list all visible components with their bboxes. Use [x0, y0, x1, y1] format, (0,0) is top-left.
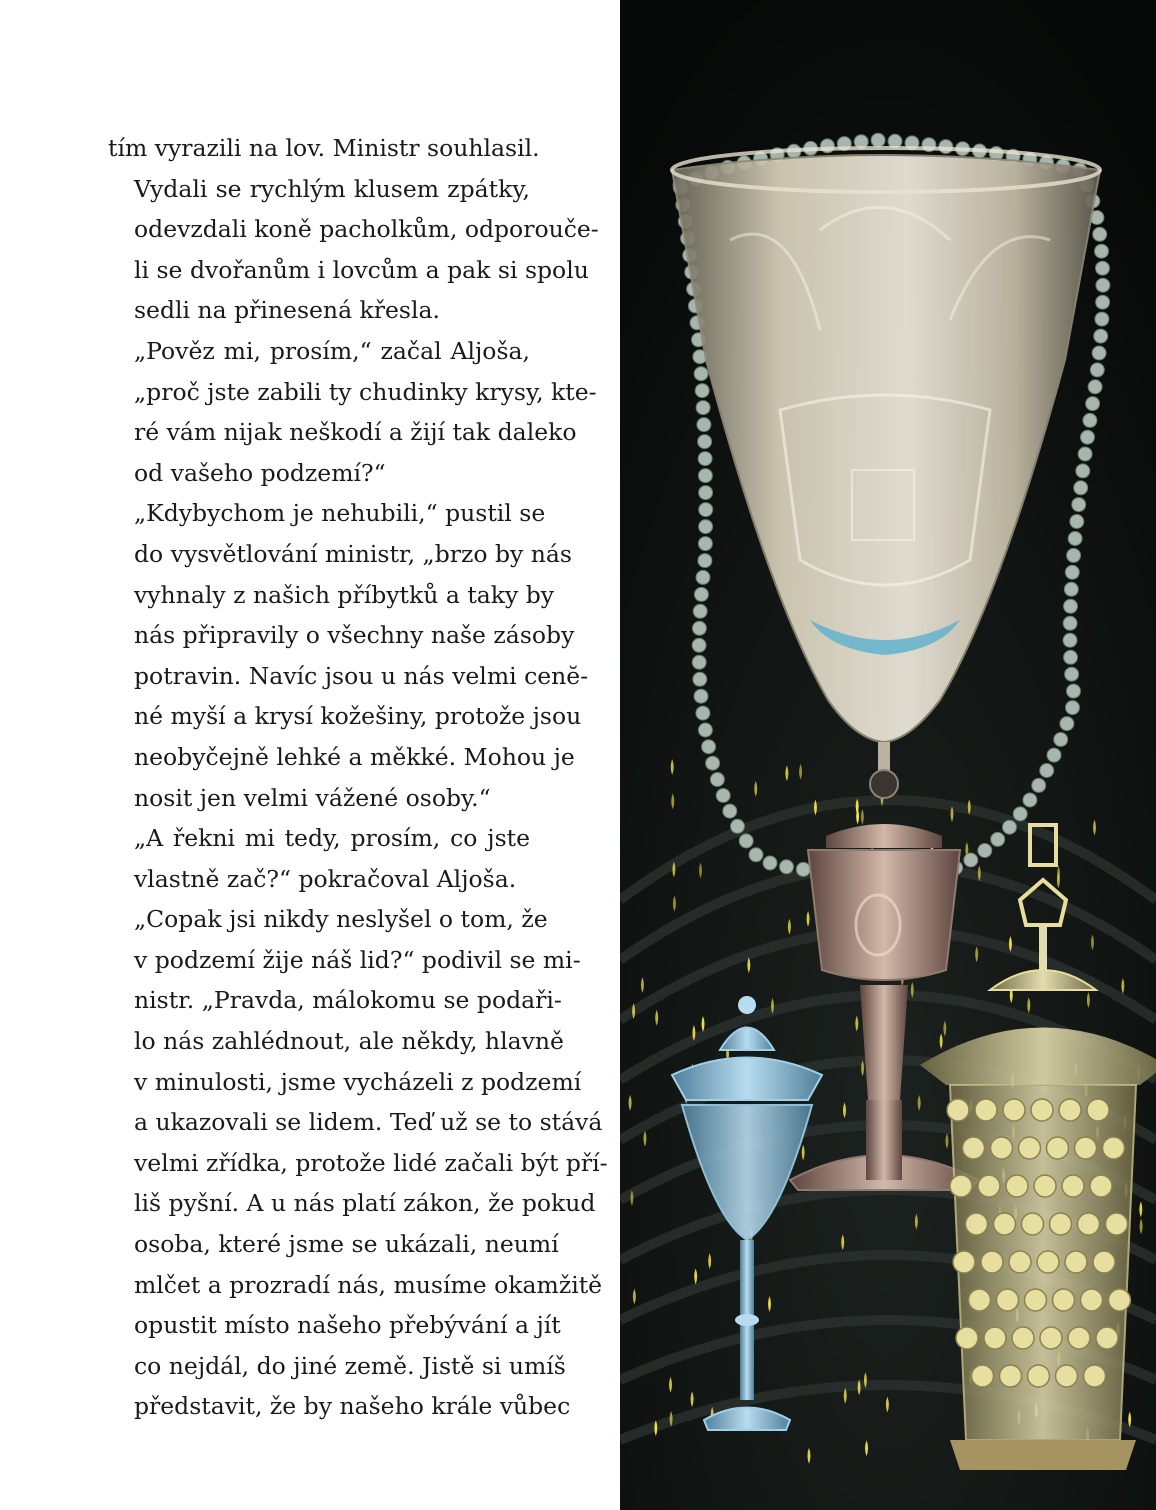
bead: [1094, 329, 1108, 343]
bead: [1064, 582, 1078, 596]
bead: [1064, 599, 1078, 613]
bead: [710, 773, 724, 787]
prunt: [963, 1137, 985, 1159]
bead: [696, 401, 710, 415]
bead: [1096, 295, 1110, 309]
prunt: [1040, 1327, 1062, 1349]
bead: [749, 848, 763, 862]
bead: [1090, 363, 1104, 377]
paragraph: [108, 818, 530, 899]
bead: [694, 587, 708, 601]
bead: [1096, 278, 1110, 292]
prunt: [1009, 1251, 1031, 1273]
prunt: [1022, 1213, 1044, 1235]
prunt: [1056, 1365, 1078, 1387]
text-line: ré vám nijak neškodí a žijí tak daleko: [134, 418, 577, 447]
bead: [1095, 244, 1109, 258]
text-line: nás připravily o všechny naše zásoby: [134, 621, 575, 650]
prunt: [1050, 1213, 1072, 1235]
bead: [1032, 778, 1046, 792]
prunt: [1037, 1251, 1059, 1273]
bead: [694, 689, 708, 703]
bead: [693, 672, 707, 686]
text-line: velmi zřídka, protože lidé začali být pří-: [134, 1148, 608, 1177]
bead: [1068, 532, 1082, 546]
bead: [1013, 807, 1027, 821]
prunt: [950, 1175, 972, 1197]
text-line: tím vyrazili na lov. Ministr souhlasil.: [108, 134, 540, 162]
prunt: [975, 1099, 997, 1121]
bead: [692, 638, 706, 652]
text-line: opustit místo našeho přebývání a jít: [134, 1311, 561, 1340]
prunt: [1019, 1137, 1041, 1159]
prunt: [1012, 1327, 1034, 1349]
bead: [1066, 701, 1080, 715]
bead: [978, 844, 992, 858]
bead: [1047, 748, 1061, 762]
bead: [695, 384, 709, 398]
bead: [1067, 548, 1081, 562]
bead: [1086, 397, 1100, 411]
bead: [731, 819, 745, 833]
bead: [1040, 764, 1054, 778]
bead: [1070, 515, 1084, 529]
text-line: mlčet a prozradí nás, musíme okamžitě: [134, 1270, 603, 1299]
bead: [706, 756, 720, 770]
prunt: [1106, 1213, 1128, 1235]
text-line: odevzdali koně pacholkům, odporouče-: [134, 215, 599, 244]
text-column: [108, 128, 608, 1427]
bead: [1095, 312, 1109, 326]
paragraph: [108, 331, 597, 493]
prunt: [1075, 1137, 1097, 1159]
bead: [693, 604, 707, 618]
bead: [702, 740, 716, 754]
paragraph: [108, 169, 599, 331]
bead: [1065, 565, 1079, 579]
text-line: lo nás zahlédnout, ale někdy, hlavně: [134, 1027, 564, 1056]
bead: [1003, 820, 1017, 834]
bead: [1063, 633, 1077, 647]
prunt: [1087, 1099, 1109, 1121]
prunt: [1006, 1175, 1028, 1197]
bead: [1088, 380, 1102, 394]
prunt: [981, 1251, 1003, 1273]
prunt: [1078, 1213, 1100, 1235]
paragraph: [108, 899, 608, 1427]
text-line: „A řekni mi tedy, prosím, co jste: [134, 824, 530, 853]
bead: [1065, 667, 1079, 681]
prunt: [1065, 1251, 1087, 1273]
bead: [1072, 498, 1086, 512]
text-line: „proč jste zabili ty chudinky krysy, kte-: [134, 377, 597, 406]
prunt: [1047, 1137, 1069, 1159]
prunt: [966, 1213, 988, 1235]
text-line: li se dvořanům i lovcům a pak si spolu: [134, 255, 589, 284]
prunt: [1093, 1251, 1115, 1273]
prunt: [1003, 1099, 1025, 1121]
text-line: vyhnaly z našich příbytků a taky by: [134, 580, 555, 609]
bead: [694, 367, 708, 381]
text-line: představit, že by našeho krále vůbec: [134, 1392, 571, 1421]
glassware-illustration: [620, 0, 1156, 1510]
text-line: „Pověz mi, prosím,“ začal Aljoša,: [134, 336, 530, 365]
bead: [698, 723, 712, 737]
text-line: sedli na přinesená křesla.: [134, 296, 440, 325]
prunt: [1103, 1137, 1125, 1159]
prunt: [1062, 1175, 1084, 1197]
prunt: [953, 1251, 975, 1273]
bead: [1092, 346, 1106, 360]
text-line: „Kdybychom je nehubili,“ pustil se: [134, 499, 546, 528]
text-line: Vydali se rychlým klusem zpátky,: [134, 174, 530, 203]
bead: [698, 435, 712, 449]
bead: [780, 860, 794, 874]
text-line: né myší a krysí kožešiny, protože jsou: [134, 702, 582, 731]
prunt: [1000, 1365, 1022, 1387]
bead: [699, 520, 713, 534]
bead: [1063, 616, 1077, 630]
text-line: a ukazovali se lidem. Teď už se to stává: [134, 1108, 603, 1137]
prunt: [997, 1289, 1019, 1311]
bead: [692, 621, 706, 635]
prunt: [991, 1137, 1013, 1159]
text-line: neobyčejně lehké a měkké. Mohou je: [134, 742, 575, 771]
bead: [1078, 447, 1092, 461]
bead: [696, 570, 710, 584]
prunt: [1096, 1327, 1118, 1349]
bead: [739, 834, 753, 848]
text-line: nistr. „Pravda, málokomu se podaři-: [134, 986, 562, 1015]
bead: [699, 486, 713, 500]
prunt: [956, 1327, 978, 1349]
prunt: [1090, 1175, 1112, 1197]
illustration-svg: [620, 0, 1156, 1510]
prunt: [1031, 1099, 1053, 1121]
bead: [964, 853, 978, 867]
text-line: co nejdál, do jiné země. Jistě si umíš: [134, 1351, 566, 1380]
prunt: [1053, 1289, 1075, 1311]
bead: [871, 133, 885, 147]
bead: [698, 537, 712, 551]
bead: [1081, 430, 1095, 444]
bead: [939, 140, 953, 154]
bead: [1060, 717, 1074, 731]
bead: [1054, 733, 1068, 747]
text-line: v minulosti, jsme vycházeli z podzemí: [134, 1067, 582, 1096]
bead: [796, 862, 810, 876]
bead: [698, 452, 712, 466]
text-line: vlastně zač?“ pokračoval Aljoša.: [134, 864, 517, 893]
bead: [723, 804, 737, 818]
prunt: [1081, 1289, 1103, 1311]
prunt: [947, 1099, 969, 1121]
bead: [1064, 650, 1078, 664]
prunt: [972, 1365, 994, 1387]
prunt: [1059, 1099, 1081, 1121]
bead: [1067, 684, 1081, 698]
prunt: [984, 1327, 1006, 1349]
bead: [1074, 481, 1088, 495]
prunt: [1109, 1289, 1131, 1311]
prunt: [994, 1213, 1016, 1235]
paragraph: [108, 493, 589, 818]
bead: [1023, 793, 1037, 807]
text-line: liš pyšní. A u nás platí zákon, že pokud: [134, 1189, 596, 1218]
prunt: [969, 1289, 991, 1311]
bead: [1083, 413, 1097, 427]
bead: [696, 706, 710, 720]
bead: [991, 832, 1005, 846]
bead: [698, 554, 712, 568]
text-line: „Copak jsi nikdy neslyšel o tom, že: [134, 905, 548, 934]
bead: [1096, 261, 1110, 275]
prunt: [1034, 1175, 1056, 1197]
prunt: [1028, 1365, 1050, 1387]
text-line: do vysvětlování ministr, „brzo by nás: [134, 539, 572, 568]
paragraph: [108, 128, 540, 169]
text-line: potravin. Navíc jsou u nás velmi cenĕ-: [134, 661, 589, 690]
bead: [1093, 227, 1107, 241]
text-line: nosit jen velmi vážené osoby.“: [134, 783, 491, 812]
text-line: od vašeho podzemí?“: [134, 458, 386, 487]
bead: [697, 418, 711, 432]
text-line: osoba, které jsme se ukázali, neumí: [134, 1230, 559, 1259]
prunt: [1025, 1289, 1047, 1311]
bead: [692, 655, 706, 669]
text-line: v podzemí žije náš lid?“ podivil se mi-: [134, 945, 581, 974]
prunt: [1084, 1365, 1106, 1387]
bead: [763, 856, 777, 870]
bead: [716, 789, 730, 803]
bead: [1076, 464, 1090, 478]
prunt: [978, 1175, 1000, 1197]
prunt: [1068, 1327, 1090, 1349]
bead: [698, 469, 712, 483]
bead: [699, 503, 713, 517]
